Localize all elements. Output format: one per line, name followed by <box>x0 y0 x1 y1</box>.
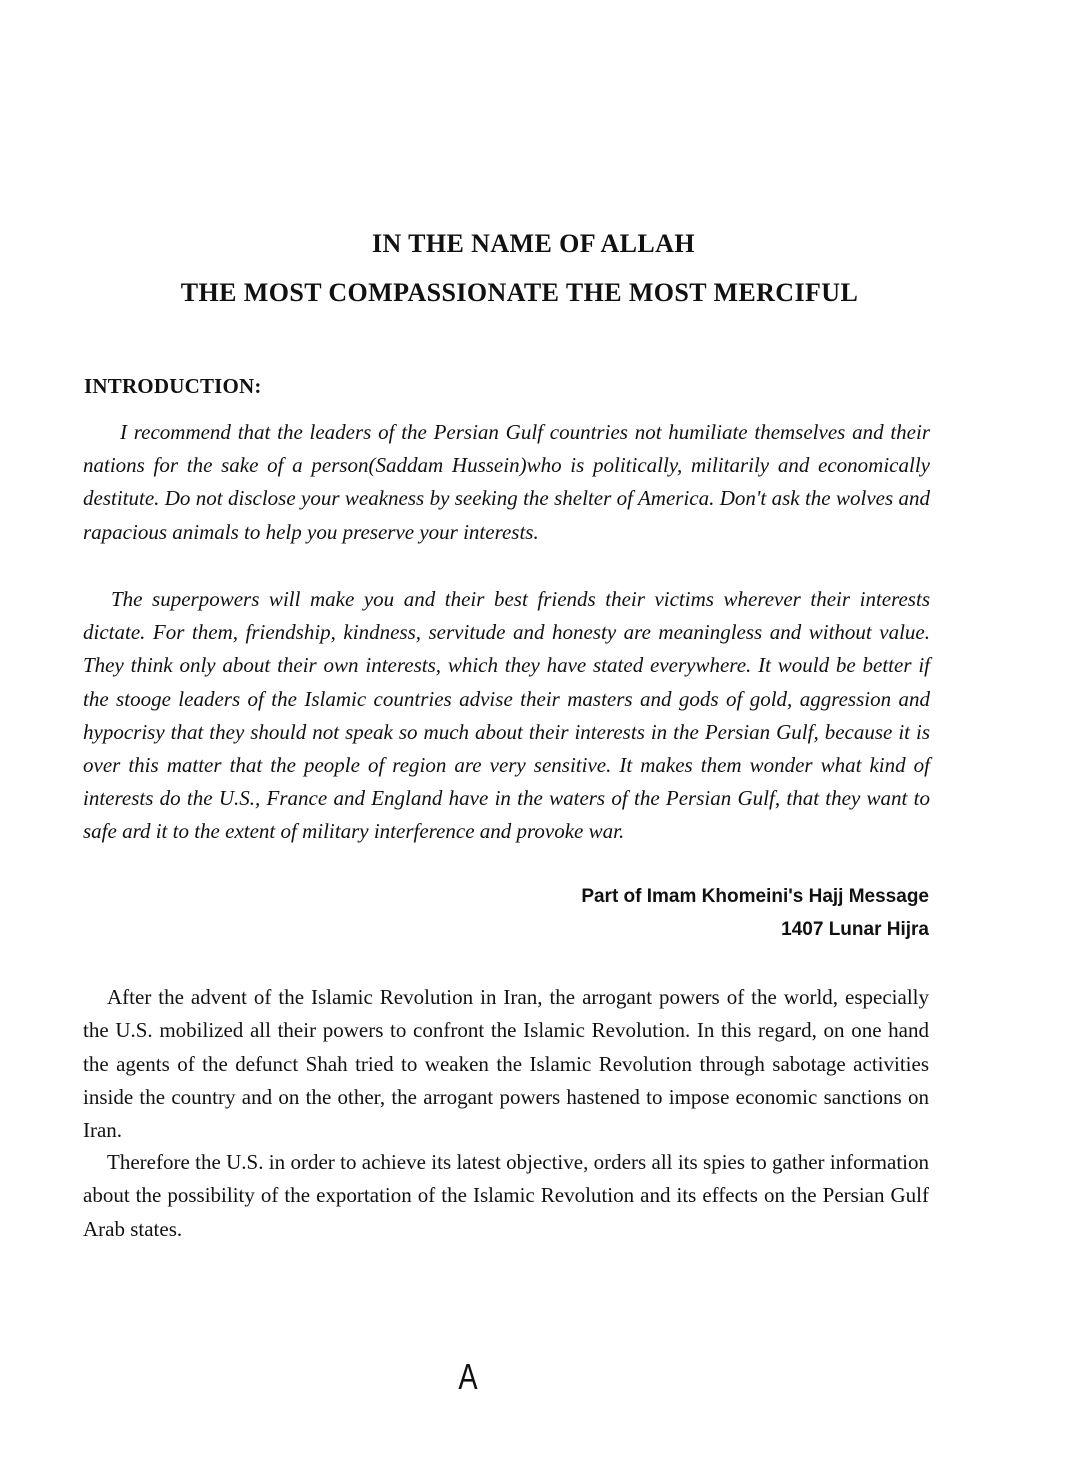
body-paragraph: Therefore the U.S. in order to achieve its latest objective, orders all its spies to gather information about the possibility of the exportation of the Islamic Revolution and its effects on the Persian Gulf Arab states. <box>83 1150 929 1241</box>
body-paragraph: After the advent of the Islamic Revolution in Iran, the arrogant powers of the world, especially the U.S. mobilized all their powers to confront the Islamic Revolution. In this regard, on one hand the agents of the defunct Shah tried to weaken the Islamic Revolution through sabotage activities inside the country and on the other, the arrogant powers hastened to impose economic sanctions on Iran. <box>83 985 929 1143</box>
page-marker: A <box>458 1356 478 1397</box>
page-subtitle: THE MOST COMPASSIONATE THE MOST MERCIFUL <box>180 278 859 307</box>
quote-attribution: Part of Imam Khomeini's Hajj Message <box>581 886 929 907</box>
quote-paragraph: I recommend that the leaders of the Persian Gulf countries not humiliate themselves and their nations for the sake of a person(Saddam Hussein)who is politically, militarily and economically destitute. Do not disclose your weakness by seeking the shelter of America. Don't ask the wolves and rapacious animals to help you preserve your interests. <box>83 420 930 544</box>
quote-paragraph: The superpowers will make you and their best friends their victims wherever their interests dictate. For them, friendship, kindness, servitude and honesty are meaningless and without value. They think only about their own interests, which they have stated everywhere. It would be better if the stooge leaders of the Islamic countries advise their masters and gods of gold, aggression and hypocrisy that they should not speak so much about their interests in the Persian Gulf, because it is over this matter that the people of region are very sensitive. It makes them wonder what kind of interests do the U.S., France and England have in the waters of the Persian Gulf, that they want to safe ard it to the extent of military interference and provoke war. <box>83 587 930 844</box>
quote-attribution-date: 1407 Lunar Hijra <box>781 919 929 940</box>
page-title: IN THE NAME OF ALLAH <box>372 229 695 258</box>
introduction-heading: INTRODUCTION: <box>84 374 262 398</box>
